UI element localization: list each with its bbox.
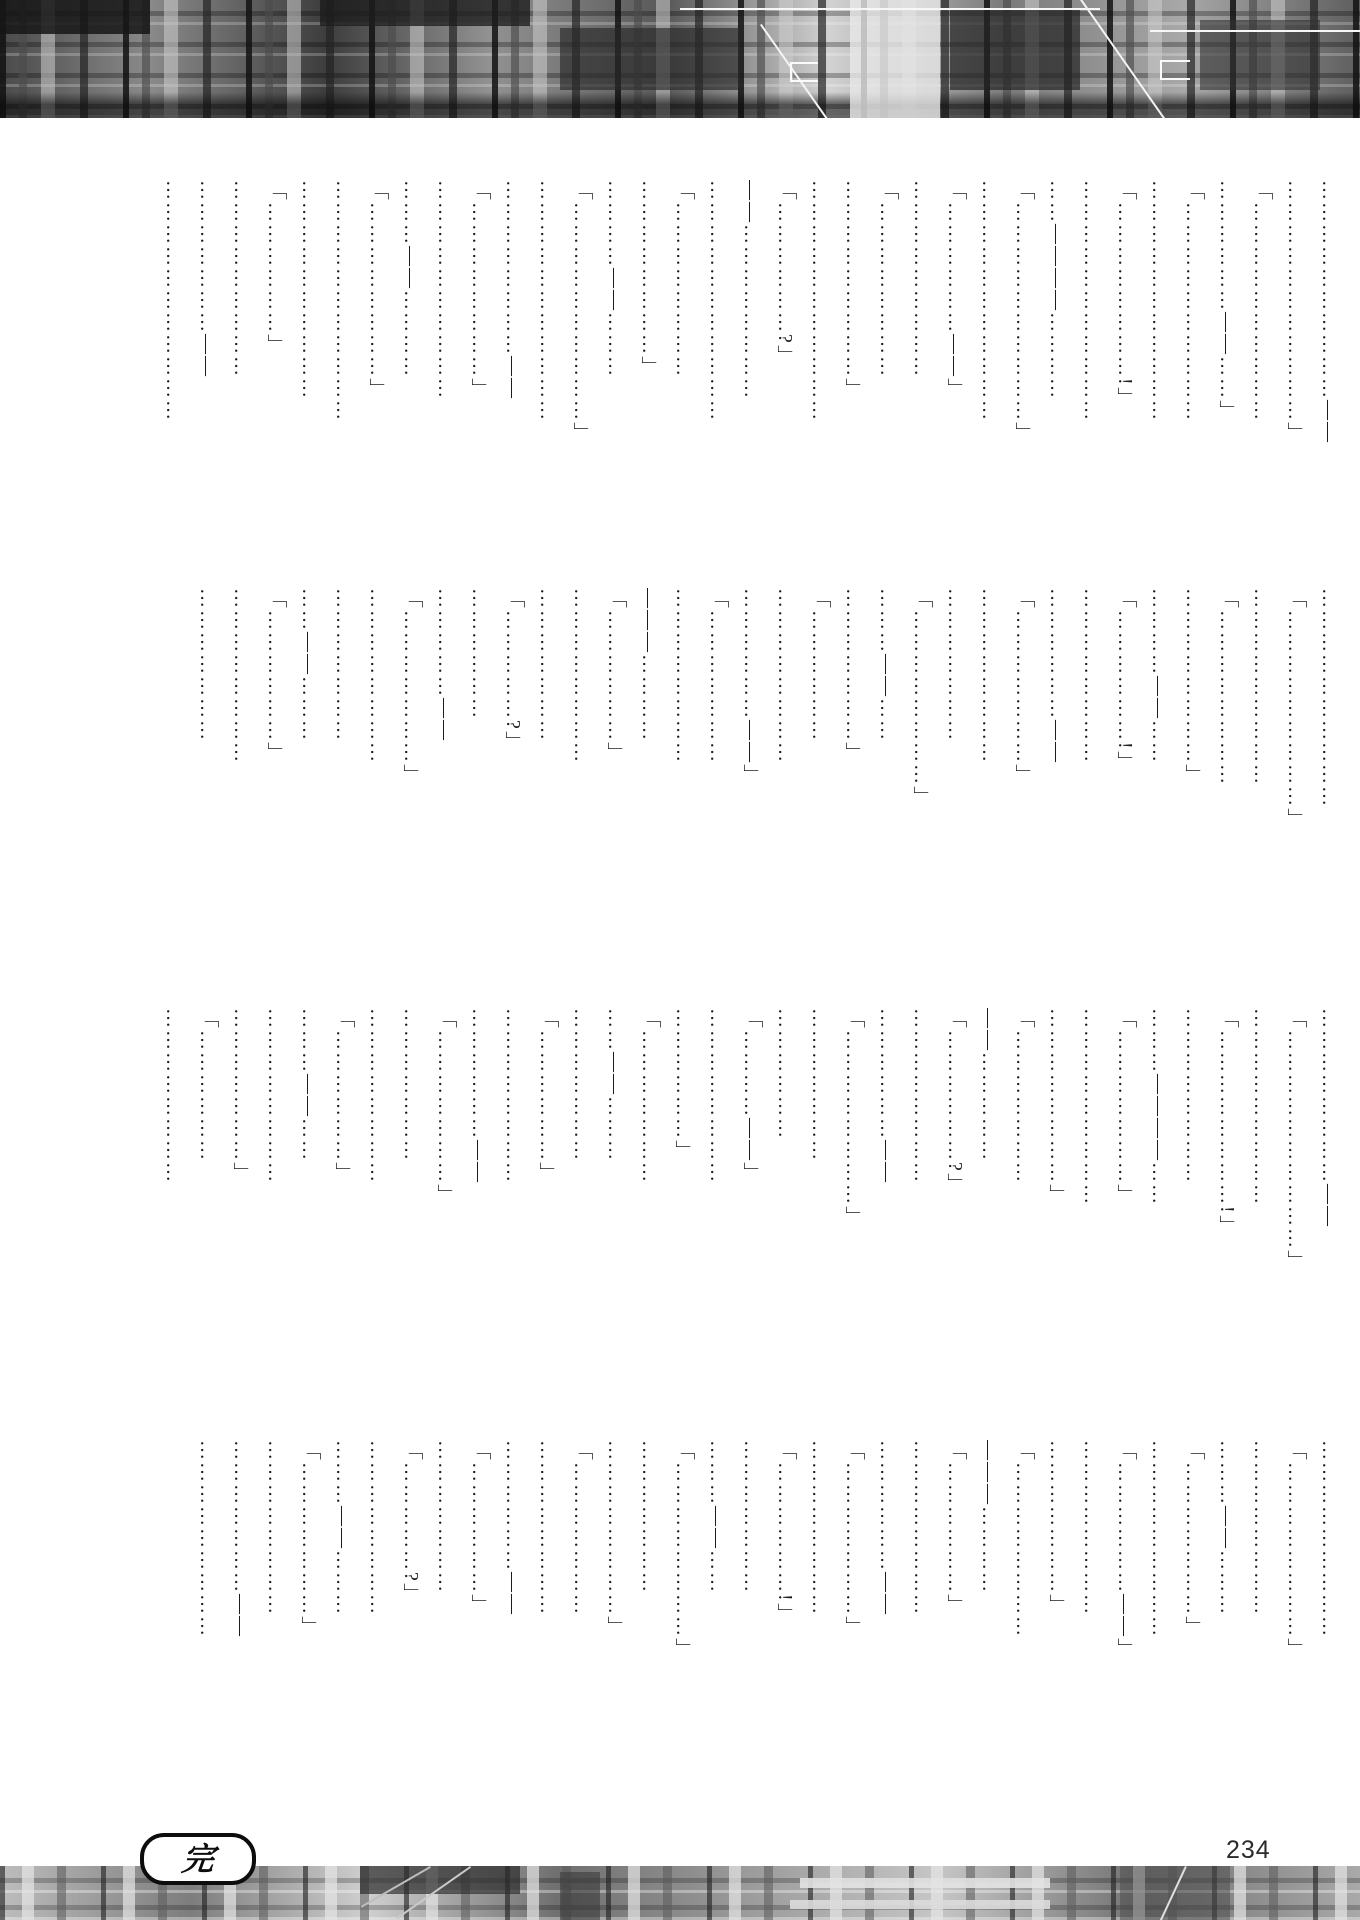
text-column: …………………… [230, 588, 252, 764]
text-column: 「………………… [706, 588, 728, 764]
header-diagonal-line [1080, 0, 1168, 118]
text-column: ……………―― [434, 588, 456, 742]
text-column: 「…………………」 [1012, 588, 1034, 786]
text-column: 「………………――」 [1114, 1440, 1136, 1660]
text-column: ………………… [638, 1440, 660, 1594]
text-column: …………………………… [332, 180, 354, 422]
text-column: …………………… [502, 1008, 524, 1184]
text-column: 「……………………!」 [1114, 180, 1136, 409]
text-column: ………………………… [1318, 588, 1340, 808]
text-column: …………………………… [706, 180, 728, 422]
text-column: 「…………………… [1012, 1440, 1034, 1638]
text-column: 「…………………… [876, 180, 898, 378]
text-column: …………………… [570, 588, 592, 764]
text-column: ………――…… [706, 1440, 728, 1594]
text-column: 「………………………… [1250, 180, 1272, 422]
text-column: ………――………… [400, 180, 422, 378]
text-column: ……………………… [1250, 1008, 1272, 1206]
text-column: ……………………… [1148, 1440, 1170, 1638]
text-column: 「………………… [1012, 1008, 1034, 1184]
text-column: …………………………―― [1318, 180, 1340, 444]
text-column: ………――――…… [1148, 1008, 1170, 1206]
text-column: ……――……… [298, 588, 320, 742]
text-column: 「………………」 [944, 1440, 966, 1616]
text-column: 「……………?」 [400, 1440, 422, 1605]
text-column: ………………――……」 [1216, 180, 1238, 422]
text-column: …………………―― [196, 180, 218, 378]
text-column: 「……………… [808, 588, 830, 742]
text-column: ……………………… [196, 1440, 218, 1638]
text-column: ………――……… [332, 1440, 354, 1616]
text-column: …………………… [264, 1440, 286, 1616]
text-column: ……………………」 [638, 180, 660, 378]
text-column: 「…………………………」 [570, 180, 592, 444]
text-column: ……………………」 [1046, 1008, 1068, 1206]
text-column: …………………… [910, 1440, 932, 1616]
footer-glitch-block [1120, 1866, 1230, 1920]
text-column: …………………」 [1046, 1440, 1068, 1616]
text-column: ………――…… [876, 588, 898, 742]
text-column: 「……………………」 [468, 180, 490, 400]
text-column: ……………………… [1250, 588, 1272, 786]
header-glitch-line [680, 8, 1100, 10]
text-column: …………………… [1182, 1008, 1204, 1184]
text-column: 「……………………」 [366, 180, 388, 400]
text-column: 「…………………」 [1182, 1440, 1204, 1638]
text-column: …………………」 [230, 1008, 252, 1184]
text-column: ………………………… [434, 180, 456, 400]
text-column: 「……………………」 [910, 588, 932, 808]
text-column: 「…………………」 [1114, 1008, 1136, 1206]
text-column: …………………… [1080, 1440, 1102, 1616]
header-glitch-line [1150, 30, 1360, 32]
header-artwork [0, 0, 1360, 118]
text-column: 「………………………… [1182, 180, 1204, 422]
text-column: ……………………… [1318, 1440, 1340, 1638]
text-column: 「………………――」 [944, 180, 966, 400]
text-column: 「…………………………」 [1012, 180, 1034, 444]
text-column: …………………… [706, 1008, 728, 1184]
text-column: …………………… [672, 588, 694, 764]
text-column: ………………―― [876, 1008, 898, 1184]
text-column: ………………―― [502, 1440, 524, 1616]
text-column: 「……………………」 [672, 1440, 694, 1660]
text-column: 「…………………」 [400, 588, 422, 786]
text-column: 「…………………」 [842, 1440, 864, 1638]
text-column: ――…………………… [740, 180, 762, 400]
text-column: …………………… [910, 1008, 932, 1184]
text-column: …………………………… [808, 180, 830, 422]
text-column: ………………… [434, 1440, 456, 1594]
text-column: ………………… [740, 1440, 762, 1594]
text-column: ……………… [468, 588, 490, 720]
text-column: 「………………」 [536, 1008, 558, 1184]
text-column: ………――……… [1216, 1440, 1238, 1616]
text-column: …………………………… [536, 180, 558, 422]
text-column: …………………… [1080, 588, 1102, 764]
text-column: 「……………………」 [842, 1008, 864, 1228]
text-column: ……………………―― [502, 180, 524, 400]
text-column: 「………………?」 [944, 1008, 966, 1195]
header-bracket-shape [1160, 60, 1190, 80]
footer-glitch-block [790, 1900, 1050, 1909]
text-column: …………………… [536, 1440, 558, 1616]
text-column: ……――――………… [1046, 180, 1068, 400]
text-column: 「…………………… [672, 180, 694, 378]
text-column: …………………… [808, 1440, 830, 1616]
text-column: ………………… [536, 588, 558, 742]
text-column: ……………………―― [1318, 1008, 1340, 1228]
text-column: ―――………… [638, 588, 660, 742]
text-column: ………………… [196, 588, 218, 742]
text-column: ………………… [400, 1008, 422, 1162]
text-column: ………………―― [1046, 588, 1068, 764]
text-column: ――…………… [978, 1008, 1000, 1162]
end-mark-box [140, 1833, 256, 1885]
text-column: …………………… [264, 1008, 286, 1184]
text-column: ………………… [332, 588, 354, 742]
text-column: …………………………… [162, 180, 184, 422]
text-column: …………――……… [604, 180, 626, 378]
text-column: ……………………… [230, 180, 252, 378]
text-column: 「………………… [638, 1008, 660, 1184]
text-column: ………………………… [298, 180, 320, 400]
text-column: ………………… [570, 1008, 592, 1162]
text-column: 「…………………………」 [1284, 1008, 1306, 1272]
header-glitch-block [850, 0, 940, 118]
text-column: ………………」 [672, 1008, 694, 1162]
text-column: …………………… [1250, 1440, 1272, 1616]
text-column: 「………………!」 [1114, 588, 1136, 773]
footer-glitch-block [360, 1866, 520, 1894]
text-column: …………………―― [230, 1440, 252, 1638]
text-column: 「………………… [570, 1440, 592, 1616]
text-column: …………………… [162, 1008, 184, 1184]
header-glitch-block [560, 28, 740, 90]
text-column: 「……………?」 [502, 588, 524, 753]
text-column: 「…………………」 [434, 1008, 456, 1206]
footer-glitch-block [560, 1872, 600, 1920]
header-bracket-shape [790, 62, 818, 82]
text-column: 「………………!」 [774, 1440, 796, 1625]
text-column: ……――……… [604, 1008, 626, 1162]
text-row-4 [128, 1440, 1346, 1832]
text-column: …………………」 [842, 588, 864, 764]
text-column: ………――…… [298, 1008, 320, 1162]
text-column: 「………………………」 [1284, 588, 1306, 830]
text-column: 「…………………」 [298, 1440, 320, 1638]
text-column: ………………――」 [740, 588, 762, 786]
text-column: ……………………… [1080, 1008, 1102, 1206]
footer-glitch-block [800, 1878, 1050, 1888]
text-row-2 [128, 588, 1346, 975]
text-column: ……………………」 [1182, 588, 1204, 786]
header-glitch-block [320, 0, 530, 26]
text-column: ……………………………」 [1284, 180, 1306, 444]
text-column: 「…………………… [1216, 588, 1238, 786]
text-column: …………………………… [978, 180, 1000, 422]
text-row-1 [128, 180, 1346, 575]
header-glitch-block [950, 10, 1080, 90]
text-column: ………………………」 [842, 180, 864, 400]
text-column: ………………―― [876, 1440, 898, 1616]
text-column: ……………… [774, 1008, 796, 1140]
text-column: 「…………――」 [740, 1008, 762, 1184]
text-column: 「……………… [196, 1008, 218, 1162]
end-mark-label: 完 [180, 1841, 216, 1877]
text-column: …………………… [366, 1440, 388, 1616]
text-column: ………………… [808, 1008, 830, 1162]
text-column: …………………… [774, 588, 796, 764]
text-column: ……………………… [910, 180, 932, 378]
text-column: ………………―― [468, 1008, 490, 1184]
text-column: 「………………」 [604, 588, 626, 764]
text-column: …………………… [366, 1008, 388, 1184]
text-column: ……………………」 [604, 1440, 626, 1638]
text-row-3 [128, 1008, 1346, 1398]
text-column: 「……………………」 [1284, 1440, 1306, 1660]
text-column: 「……………………!」 [1216, 1008, 1238, 1237]
text-column: …………………………… [1080, 180, 1102, 422]
text-column: 「………………」 [468, 1440, 490, 1616]
text-column: ………………… [944, 588, 966, 742]
text-column: 「………………」 [264, 588, 286, 764]
text-column: …………………… [366, 588, 388, 764]
text-column: 「………………?」 [774, 180, 796, 367]
text-column: 「………………」 [264, 180, 286, 356]
page-number: 234 [1226, 1836, 1271, 1864]
text-column: …………――…… [1148, 588, 1170, 764]
text-column: …………………………… [1148, 180, 1170, 422]
header-glitch-block [0, 0, 150, 34]
text-column: …………………… [978, 588, 1000, 764]
text-column: 「………………」 [332, 1008, 354, 1184]
text-column: ―――………… [978, 1440, 1000, 1594]
